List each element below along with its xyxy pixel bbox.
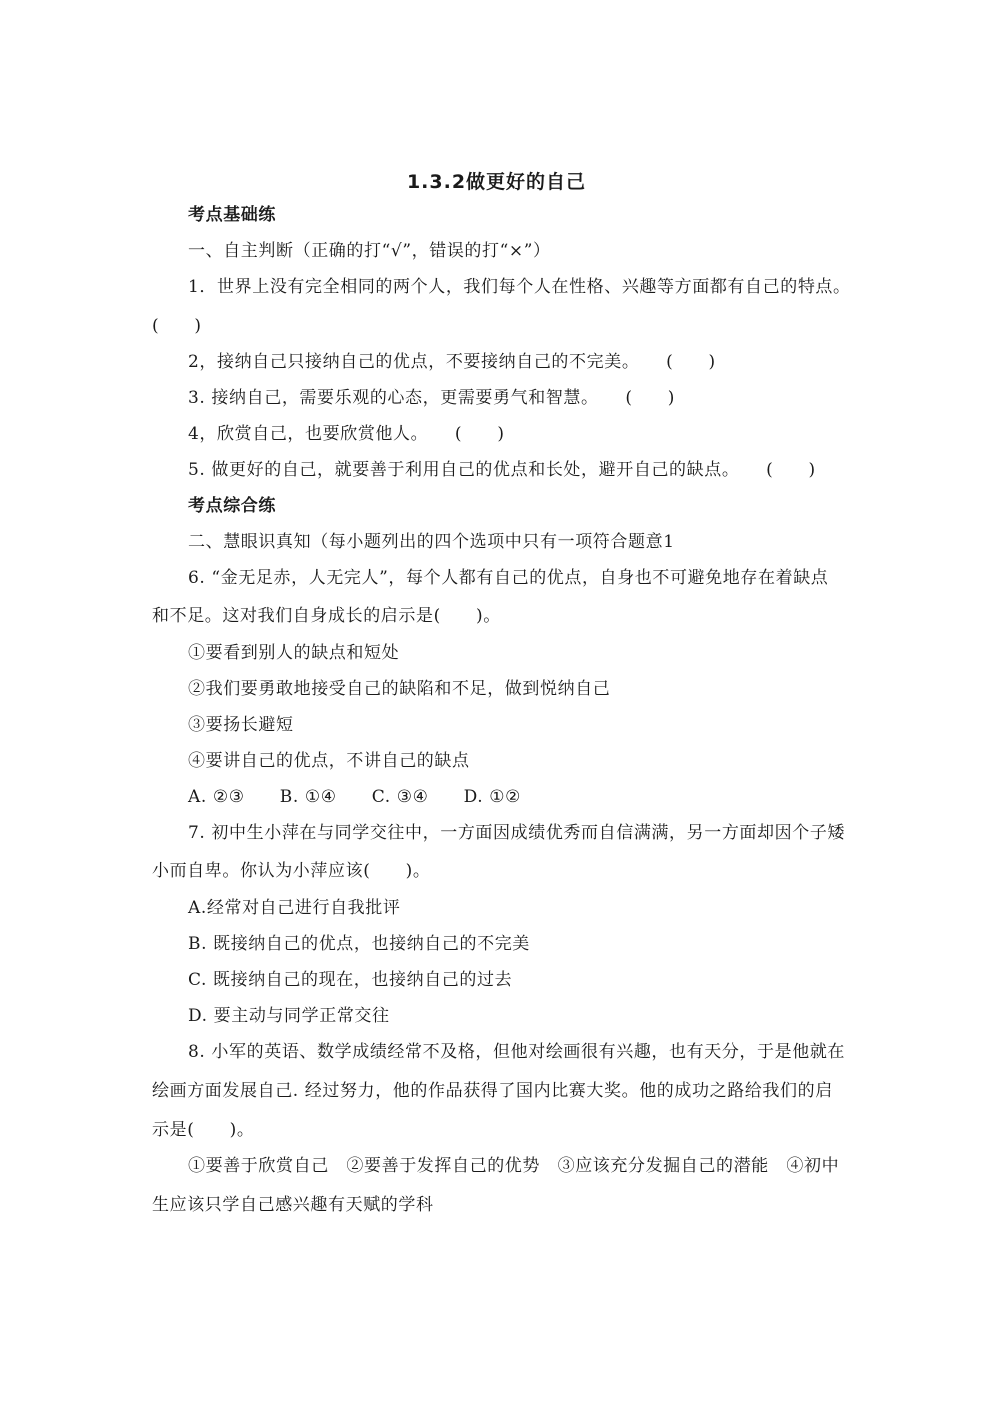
page-title: 1.3.2做更好的自己 xyxy=(406,171,587,193)
question-1-line-1: 1．世界上没有完全相同的两个人，我们每个人在性格、兴趣等方面都有自己的特点。 xyxy=(188,277,851,297)
question-6-option-1: ①要看到别人的缺点和短处 xyxy=(188,643,400,663)
question-6-line-1: 6. “金无足赤，人无完人”，每个人都有自己的优点，自身也不可避免地存在着缺点 xyxy=(188,568,829,588)
question-7-option-b: B. 既接纳自己的优点，也接纳自己的不完美 xyxy=(188,934,530,954)
question-5: 5. 做更好的自己，就要善于利用自己的优点和长处，避开自己的缺点。 ( ) xyxy=(188,460,816,480)
question-8-options-line-1: ①要善于欣赏自己 ②要善于发挥自己的优势 ③应该充分发掘自己的潜能 ④初中 xyxy=(188,1156,840,1176)
part-two-title: 二、慧眼识真知（每小题列出的四个选项中只有一项符合题意1 xyxy=(188,532,675,552)
question-7-line-1: 7. 初中生小萍在与同学交往中，一方面因成绩优秀而自信满满，另一方面却因个子矮 xyxy=(188,823,846,843)
question-2: 2，接纳自己只接纳自己的优点，不要接纳自己的不完美。 ( ) xyxy=(188,352,716,372)
question-6-option-4: ④要讲自己的优点，不讲自己的缺点 xyxy=(188,751,470,771)
question-7-option-d: D. 要主动与同学正常交往 xyxy=(188,1006,390,1026)
question-6-option-3: ③要扬长避短 xyxy=(188,715,294,735)
section-heading-basic: 考点基础练 xyxy=(188,205,276,225)
section-heading-comprehensive: 考点综合练 xyxy=(188,496,276,516)
question-8-options-line-2: 生应该只学自己感兴趣有天赋的学科 xyxy=(152,1195,434,1215)
question-1-line-2: ( ) xyxy=(152,316,202,336)
question-8-line-1: 8. 小军的英语、数学成绩经常不及格，但他对绘画很有兴趣，也有天分，于是他就在 xyxy=(188,1042,846,1062)
question-3: 3. 接纳自己，需要乐观的心态，更需要勇气和智慧。 ( ) xyxy=(188,388,675,408)
question-7-option-a: A.经常对自己进行自我批评 xyxy=(188,898,401,918)
question-8-line-2: 绘画方面发展自己. 经过努力，他的作品获得了国内比赛大奖。他的成功之路给我们的启 xyxy=(152,1081,833,1101)
question-6-line-2: 和不足。这对我们自身成长的启示是( )。 xyxy=(152,606,501,626)
part-one-title: 一、自主判断（正确的打“√”，错误的打“×”） xyxy=(188,241,551,261)
question-6-choices: A. ②③ B. ①④ C. ③④ D. ①② xyxy=(188,787,521,807)
question-8-line-3: 示是( )。 xyxy=(152,1120,255,1140)
question-7-option-c: C. 既接纳自己的现在，也接纳自己的过去 xyxy=(188,970,513,990)
question-6-option-2: ②我们要勇敢地接受自己的缺陷和不足，做到悦纳自己 xyxy=(188,679,611,699)
question-7-line-2: 小而自卑。你认为小萍应该( )。 xyxy=(152,861,431,881)
question-4: 4，欣赏自己，也要欣赏他人。 ( ) xyxy=(188,424,505,444)
